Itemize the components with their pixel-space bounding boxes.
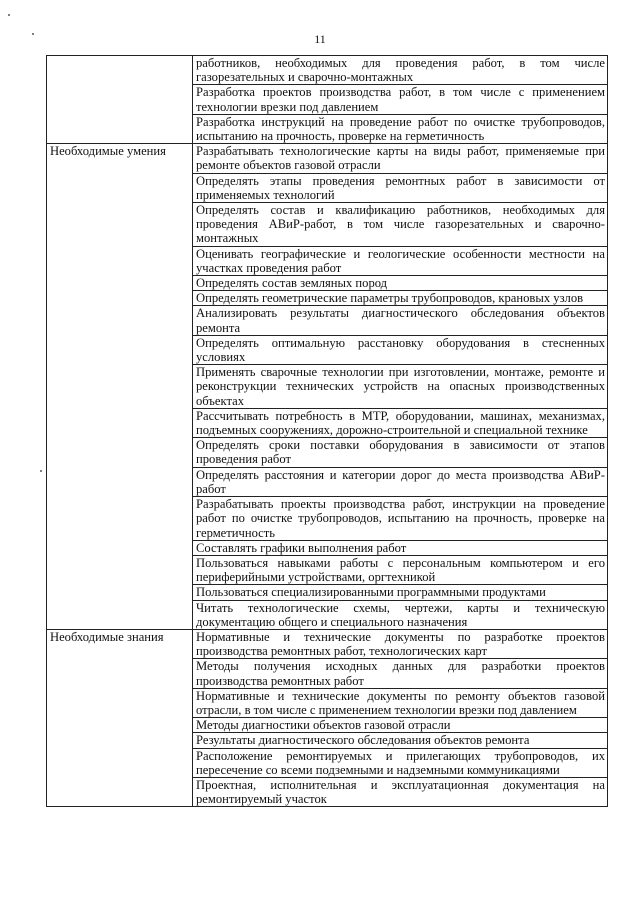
competency-table [46, 55, 608, 807]
row-text: Определять сроки поставки оборудования в зависимости от этапов проведения работ [193, 438, 608, 467]
row-text: Определять геометрические параметры трубопроводов, крановых узлов [193, 291, 608, 306]
row-text: Определять оптимальную расстановку оборудования в стесненных условиях [193, 335, 608, 364]
row-text: Оценивать географические и геологические особенности местности на участках проведения работ [193, 246, 608, 275]
row-text: Нормативные и технические документы по разработке проектов производства ремонтных работ, технологических карт [193, 629, 608, 658]
row-text: Определять состав и квалификацию работников, необходимых для проведения АВиР-работ, в том числе газорезательных и сварочно-монтажных [193, 203, 608, 247]
row-text: Нормативные и технические документы по ремонту объектов газовой отрасли, в том числе с применением технологии врезки под давлением [193, 688, 608, 717]
row-text: Разработка проектов производства работ, в том числе с применением технологии врезки под давлением [193, 85, 608, 114]
scan-speck [40, 470, 42, 472]
row-text: Результаты диагностического обследования объектов ремонта [193, 733, 608, 748]
section-label [47, 56, 193, 144]
row-text: Определять этапы проведения ремонтных работ в зависимости от применяемых технологий [193, 173, 608, 202]
row-text: Определять состав земляных пород [193, 276, 608, 291]
scan-speck [32, 33, 34, 35]
row-text: Методы диагностики объектов газовой отрасли [193, 718, 608, 733]
table-body [47, 56, 608, 807]
section-label: Необходимые умения [47, 144, 193, 630]
table-row [47, 144, 608, 173]
row-text: Пользоваться навыками работы с персональным компьютером и его периферийными устройствами, оргтехникой [193, 555, 608, 584]
row-text: Расположение ремонтируемых и прилегающих трубопроводов, их пересечение со всеми подземными и надземными коммуникациями [193, 748, 608, 777]
scan-speck [8, 14, 10, 16]
row-text: Разрабатывать технологические карты на виды работ, применяемые при ремонте объектов газовой отрасли [193, 144, 608, 173]
row-text: Методы получения исходных данных для разработки проектов производства ремонтных работ [193, 659, 608, 688]
row-text: Рассчитывать потребность в МТР, оборудовании, машинах, механизмах, подъемных сооружениях, дорожно-строительной и специальной технике [193, 408, 608, 437]
table-row [47, 629, 608, 658]
row-text: Разработка инструкций на проведение работ по очистке трубопроводов, испытанию на прочность, проверке на герметичность [193, 114, 608, 143]
page-number: 11 [314, 32, 326, 46]
table-row [47, 56, 608, 85]
row-text: Составлять графики выполнения работ [193, 540, 608, 555]
row-text: Определять расстояния и категории дорог до места производства АВиР-работ [193, 467, 608, 496]
row-text: Анализировать результаты диагностического обследования объектов ремонта [193, 306, 608, 335]
row-text: Разрабатывать проекты производства работ, инструкции на проведение работ по очистке трубопроводов, испытанию на прочность, проверке на герметичность [193, 497, 608, 541]
row-text: Читать технологические схемы, чертежи, карты и техническую документацию общего и специального назначения [193, 600, 608, 629]
section-label: Необходимые знания [47, 629, 193, 806]
row-text: Применять сварочные технологии при изготовлении, монтаже, ремонте и реконструкции технических устройств на опасных производственных объектах [193, 365, 608, 409]
row-text: Пользоваться специализированными программными продуктами [193, 585, 608, 600]
row-text: работников, необходимых для проведения работ, в том числе газорезательных и сварочно-монтажных [193, 56, 608, 85]
row-text: Проектная, исполнительная и эксплуатационная документация на ремонтируемый участок [193, 777, 608, 806]
